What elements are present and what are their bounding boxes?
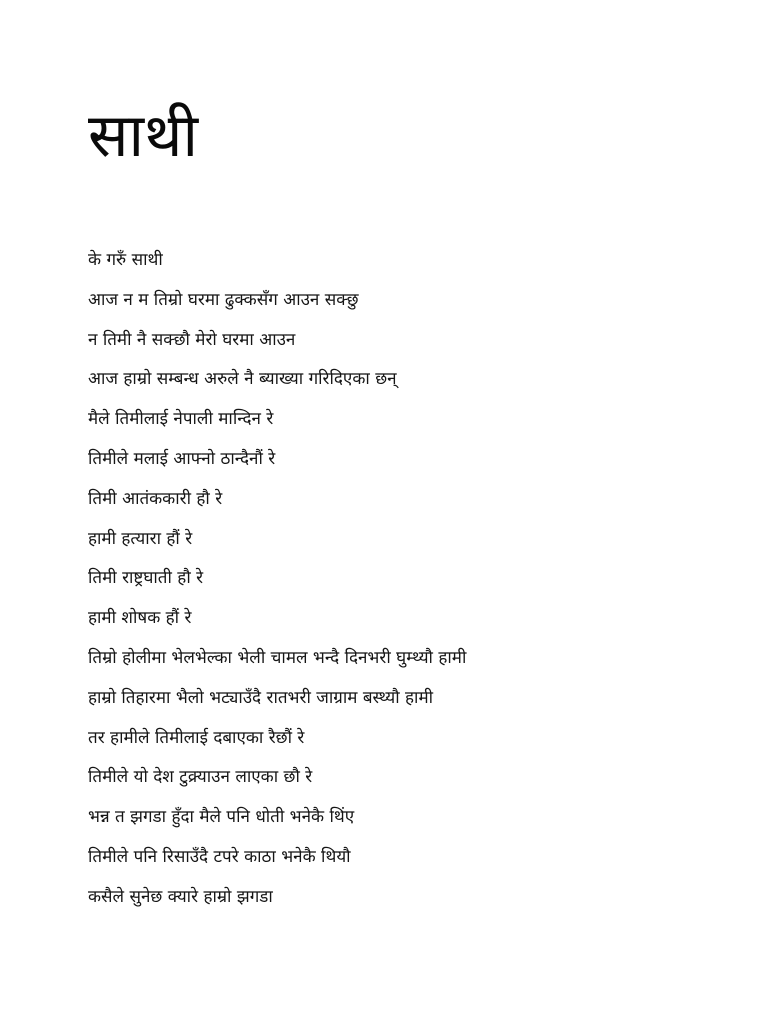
poem-line: न तिमी नै सक्छौ मेरो घरमा आउन (88, 329, 296, 350)
poem-line: तिमीले मलाई आफ्नो ठान्दैनौं रे (88, 448, 276, 469)
poem-line: तिमी राष्ट्रघाती हौ रे (88, 568, 204, 589)
poem-line: हाम्रो तिहारमा भैलो भट्याउँदै रातभरी जाग्राम बस्थ्यौ हामी (88, 687, 434, 708)
poem-line: तर हामीले तिमीलाई दबाएका रैछौं रे (88, 727, 305, 748)
poem-line: तिम्रो होलीमा भेलभेल्का भेली चामल भन्दै दिनभरी घुम्थ्यौ हामी (88, 647, 467, 668)
poem-line: हामी शोषक हौं रे (88, 608, 192, 629)
poem-line: तिमी आतंककारी हौ रे (88, 488, 223, 509)
poem-line: तिमीले यो देश टुक्र्याउन लाएका छौ रे (88, 767, 313, 788)
poem-line: भन्न त झगडा हुँदा मैले पनि धोती भनेकै थिंए (88, 807, 355, 828)
poem-body (88, 244, 466, 921)
poem-line: कसैले सुनेछ क्यारे हाम्रो झगडा (88, 886, 273, 907)
poem-line: आज न म तिम्रो घरमा ढुक्कसँग आउन सक्छु (88, 289, 359, 310)
poem-title: साथी (88, 101, 198, 171)
poem-line: के गरुँ साथी (88, 250, 163, 270)
poem-line: आज हाम्रो सम्बन्ध अरुले नै ब्याख्या गरिदिएका छन् (88, 369, 397, 390)
poem-line: मैले तिमीलाई नेपाली मान्दिन रे (88, 409, 274, 430)
poem-line: तिमीले पनि रिसाउँदै टपरे काठा भनेकै थियौ (88, 846, 351, 867)
poem-line: हामी हत्यारा हौं रे (88, 528, 193, 549)
